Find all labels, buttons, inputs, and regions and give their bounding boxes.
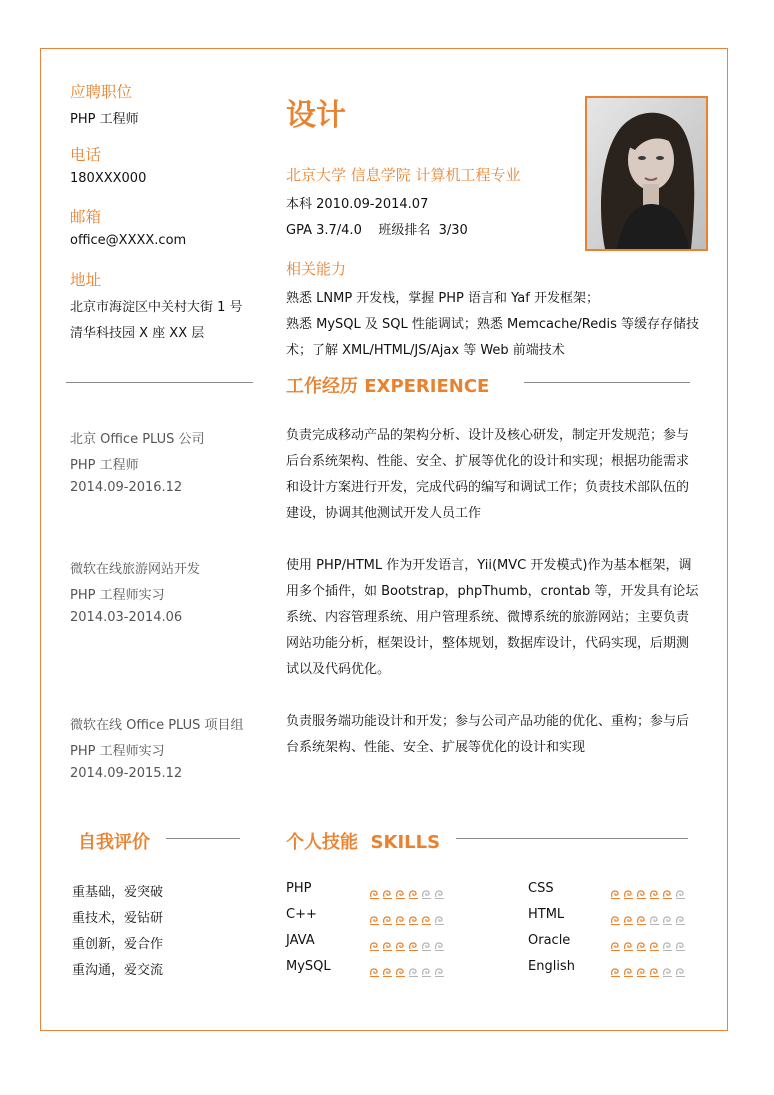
rating-mark-filled [610, 885, 621, 896]
rating-mark-filled [649, 963, 660, 974]
rating-mark-filled [636, 885, 647, 896]
exp-role: PHP 工程师 [70, 458, 139, 473]
rating-mark-empty [675, 963, 686, 974]
exp-company: 北京 Office PLUS 公司 [70, 432, 205, 447]
skill-rating [369, 885, 445, 896]
skill-name: CSS [528, 881, 554, 896]
exp-line: 和设计方案进行开发，完成代码的编写和调试工作；负责技术部队伍的 [286, 480, 690, 495]
rating-mark-empty [675, 885, 686, 896]
rating-mark-filled [610, 911, 621, 922]
exp-period: 2014.03-2014.06 [70, 610, 183, 625]
rating-mark-filled [395, 885, 406, 896]
gpa-line: GPA 3.7/4.0 班级排名 3/30 [286, 223, 468, 238]
address-label: 地址 [70, 271, 102, 289]
skill-name: Oracle [528, 933, 571, 948]
profile-photo [585, 96, 708, 251]
ability-line-3: 术；了解 XML/HTML/JS/Ajax 等 Web 前端技术 [286, 343, 565, 358]
address-line-2: 清华科技园 X 座 XX 层 [70, 326, 205, 341]
skill-name: HTML [528, 907, 565, 922]
school-line: 北京大学 信息学院 计算机工程专业 [286, 166, 521, 184]
exp-description [286, 423, 689, 527]
portrait-image [587, 98, 706, 249]
exp-line: 试以及代码优化。 [286, 662, 391, 677]
self-eval-item: 重沟通，爱交流 [72, 963, 164, 978]
rating-mark-filled [382, 885, 393, 896]
exp-line: 负责服务端功能设计和开发；参与公司产品功能的优化、重构；参与后 [286, 714, 690, 729]
rating-mark-filled [369, 963, 380, 974]
rating-mark-filled [382, 937, 393, 948]
exp-line: 建设，协调其他测试开发人员工作 [286, 506, 482, 521]
skill-rating [610, 885, 686, 896]
skill-rating [369, 937, 445, 948]
rating-mark-filled [408, 937, 419, 948]
phone-value: 180XXX000 [70, 171, 147, 186]
rating-mark-filled [623, 911, 634, 922]
experience-divider-left [66, 382, 253, 383]
exp-description [286, 709, 689, 761]
email-label: 邮箱 [70, 208, 102, 226]
ability-line-2: 熟悉 MySQL 及 SQL 性能调试；熟悉 Memcache/Redis 等缓存存储技 [286, 317, 699, 332]
rating-mark-empty [675, 937, 686, 948]
skill-rating [610, 911, 686, 922]
candidate-name: 设计 [286, 98, 346, 133]
rating-mark-empty [421, 885, 432, 896]
rating-mark-filled [636, 963, 647, 974]
rating-mark-empty [434, 885, 445, 896]
exp-line: 用多个插件，如 Bootstrap，phpThumb，crontab 等，开发具有论坛 [286, 584, 699, 599]
rating-mark-filled [395, 911, 406, 922]
skill-rating [369, 911, 445, 922]
rating-mark-filled [408, 911, 419, 922]
exp-role: PHP 工程师实习 [70, 744, 165, 759]
skill-name: PHP [286, 881, 312, 896]
rating-mark-empty [408, 963, 419, 974]
rating-mark-filled [649, 885, 660, 896]
self-eval-item: 重技术，爱钻研 [72, 911, 164, 926]
email-value: office@XXXX.com [70, 233, 187, 248]
rating-mark-filled [610, 963, 621, 974]
skill-rating [610, 963, 686, 974]
degree-line: 本科 2010.09-2014.07 [286, 197, 429, 212]
rating-mark-empty [421, 963, 432, 974]
skills-title: 个人技能 SKILLS [286, 832, 441, 853]
exp-period: 2014.09-2016.12 [70, 480, 183, 495]
rating-mark-filled [623, 937, 634, 948]
rating-mark-filled [369, 885, 380, 896]
ability-line-1: 熟悉 LNMP 开发栈，掌握 PHP 语言和 Yaf 开发框架； [286, 291, 599, 306]
rating-mark-empty [675, 911, 686, 922]
self-eval-title: 自我评价 [78, 832, 150, 853]
self-eval-item: 重创新，爱合作 [72, 937, 164, 952]
self-eval-divider [166, 838, 240, 839]
exp-period: 2014.09-2015.12 [70, 766, 183, 781]
skill-name: C++ [286, 907, 317, 922]
job-value: PHP 工程师 [70, 112, 139, 127]
rating-mark-filled [395, 963, 406, 974]
exp-line: 使用 PHP/HTML 作为开发语言，Yii(MVC 开发模式)作为基本框架，调 [286, 558, 692, 573]
rating-mark-filled [395, 937, 406, 948]
exp-line: 后台系统架构、性能、安全、扩展等优化的设计和实现；根据功能需求 [286, 454, 690, 469]
rating-mark-empty [649, 911, 660, 922]
job-label: 应聘职位 [70, 83, 133, 101]
rating-mark-filled [636, 937, 647, 948]
skill-rating [369, 963, 445, 974]
exp-line: 系统、内容管理系统、用户管理系统、微博系统的旅游网站；主要负责 [286, 610, 690, 625]
self-eval-item: 重基础，爱突破 [72, 885, 164, 900]
skill-name: JAVA [286, 933, 315, 948]
rating-mark-empty [662, 937, 673, 948]
exp-role: PHP 工程师实习 [70, 588, 165, 603]
skill-name: English [528, 959, 575, 974]
skills-divider [456, 838, 688, 839]
rating-mark-empty [662, 963, 673, 974]
rating-mark-filled [649, 937, 660, 948]
phone-label: 电话 [70, 146, 102, 164]
exp-description [286, 553, 698, 683]
rating-mark-empty [434, 911, 445, 922]
experience-title: 工作经历 EXPERIENCE [286, 376, 490, 397]
rating-mark-empty [421, 937, 432, 948]
rating-mark-filled [369, 937, 380, 948]
experience-divider-right [524, 382, 690, 383]
skill-rating [610, 937, 686, 948]
rating-mark-filled [623, 963, 634, 974]
rating-mark-filled [382, 911, 393, 922]
exp-company: 微软在线 Office PLUS 项目组 [70, 718, 244, 733]
rating-mark-filled [369, 911, 380, 922]
rating-mark-filled [421, 911, 432, 922]
abilities-title: 相关能力 [286, 260, 347, 278]
skill-name: MySQL [286, 959, 331, 974]
exp-line: 台系统架构、性能、安全、扩展等优化的设计和实现 [286, 740, 586, 755]
rating-mark-filled [610, 937, 621, 948]
rating-mark-filled [636, 911, 647, 922]
rating-mark-filled [408, 885, 419, 896]
address-line-1: 北京市海淀区中关村大街 1 号 [70, 300, 243, 315]
rating-mark-filled [382, 963, 393, 974]
rating-mark-empty [434, 937, 445, 948]
rating-mark-empty [434, 963, 445, 974]
rating-mark-empty [662, 911, 673, 922]
exp-company: 微软在线旅游网站开发 [70, 562, 201, 577]
exp-line: 网站功能分析，框架设计，整体规划，数据库设计，代码实现，后期测 [286, 636, 690, 651]
rating-mark-filled [623, 885, 634, 896]
exp-line: 负责完成移动产品的架构分析、设计及核心研发，制定开发规范；参与 [286, 428, 690, 443]
rating-mark-filled [662, 885, 673, 896]
